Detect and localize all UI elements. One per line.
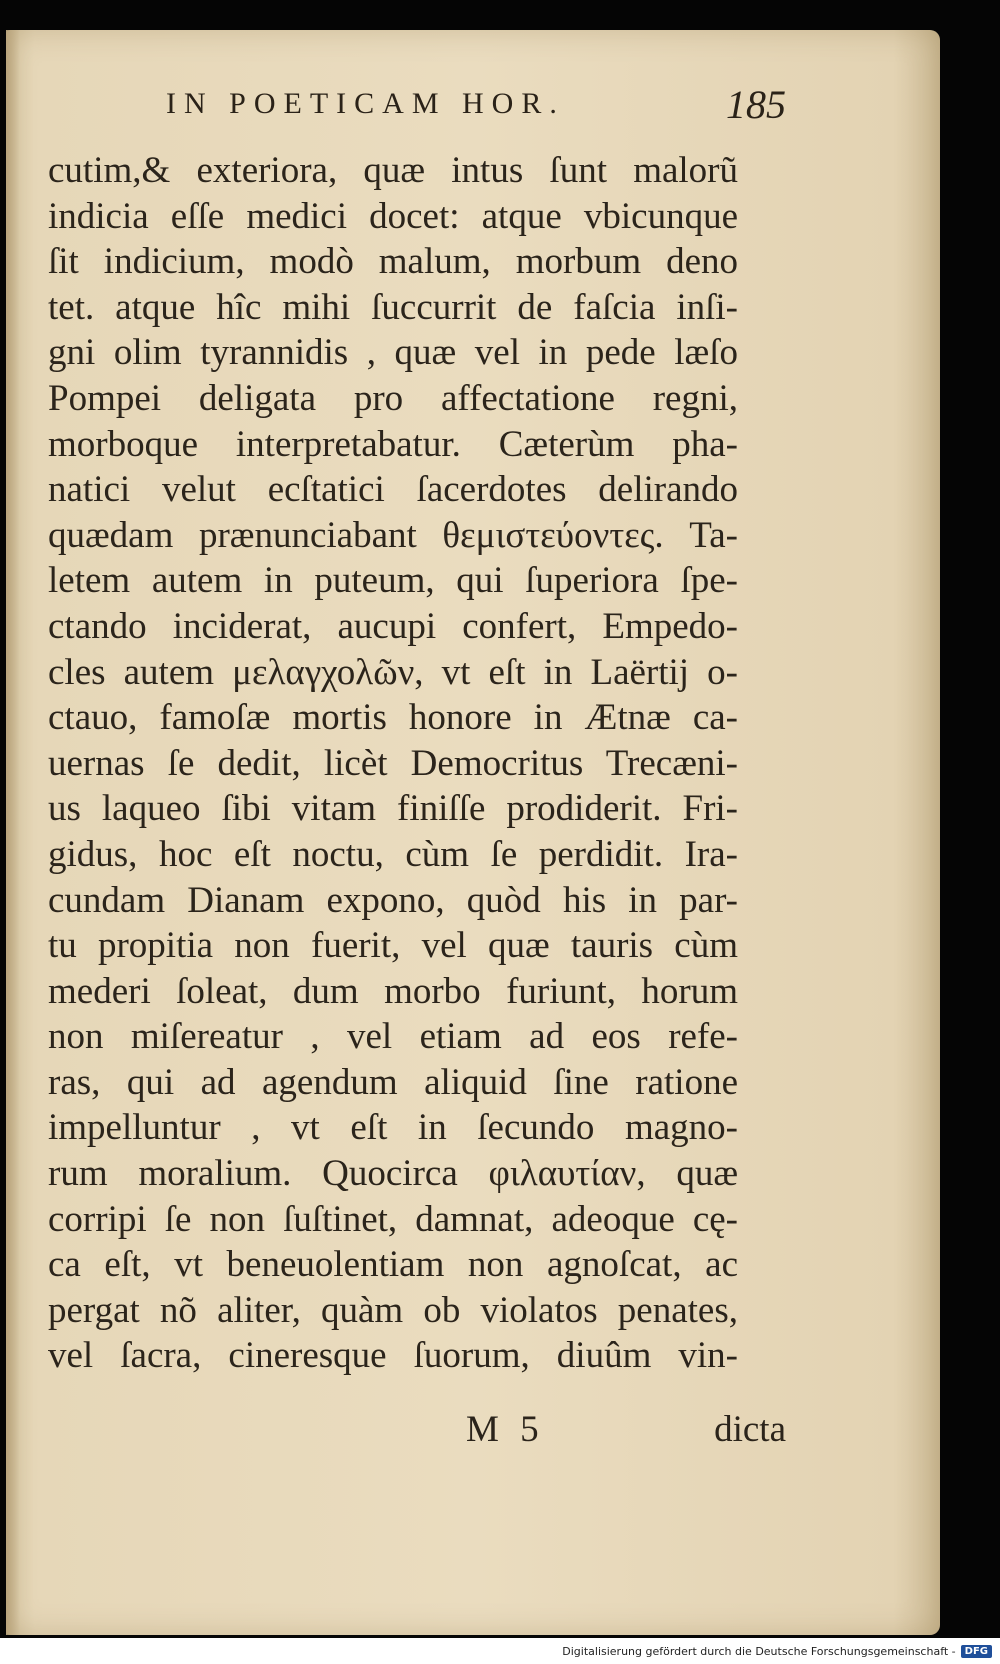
signature-mark: M 5 [466, 1409, 545, 1450]
page-gutter-shadow [6, 30, 20, 1635]
text-line: ctando inciderat, aucupi confert, Empedo- [48, 605, 738, 647]
text-line: gidus, hoc eſt noctu, cùm ſe perdidit. Ira- [48, 833, 738, 875]
text-line: uernas ſe dedit, licèt Democritus Trecæni- [48, 742, 738, 784]
text-line: ca eſt, vt beneuolentiam non agnoſcat, ac [48, 1244, 738, 1286]
digitization-credit [0, 1638, 1000, 1664]
text-line: indicia eſſe medici docet: atque vbicunque [48, 195, 738, 237]
text-line: ctauo, famoſæ mortis honore in Ætnæ ca- [48, 697, 738, 739]
text-line: rum moralium. Quocirca φιλαυτίαν, quæ [48, 1153, 738, 1195]
text-line: natici velut ecſtatici ſacerdotes delirando [48, 469, 738, 511]
text-line: mederi ſoleat, dum morbo furiunt, horum [48, 970, 738, 1012]
text-line: cles autem μελαγχολῶν, vt eſt in Laërtij o- [48, 651, 738, 693]
text-line: tu propitia non fuerit, vel quæ tauris cùm [48, 925, 738, 967]
dfg-logo: DFG [961, 1645, 992, 1658]
catch-line [466, 1408, 786, 1451]
text-line: morboque interpretabatur. Cæterùm pha- [48, 423, 738, 465]
text-line: vel ſacra, cineresque ſuorum, diuûm vin- [48, 1335, 738, 1377]
page-number: 185 [726, 81, 786, 127]
body-text [48, 148, 738, 1379]
text-line: ras, qui ad agendum aliquid ſine ratione [48, 1061, 738, 1103]
text-line: letem autem in puteum, qui ſuperiora ſpe- [48, 560, 738, 602]
text-line: Pompei deligata pro affectatione regni, [48, 377, 738, 419]
text-line: pergat nõ aliter, quàm ob violatos penates, [48, 1289, 738, 1331]
running-title: IN POETICAM HOR. [166, 87, 565, 120]
text-line: non miſereatur , vel etiam ad eos refe- [48, 1016, 738, 1058]
book-page [6, 30, 940, 1635]
running-head [166, 78, 786, 130]
text-line: us laqueo ſibi vitam finiſſe prodiderit. Fri- [48, 788, 738, 830]
text-line: impelluntur , vt eſt in ſecundo magno- [48, 1107, 738, 1149]
text-line: quædam prænunciabant θεμιστεύοντες. Ta- [48, 514, 738, 556]
text-line: tet. atque hîc mihi ſuccurrit de faſcia inſi- [48, 286, 738, 328]
credit-text: Digitalisierung gefördert durch die Deutsche Forschungsgemeinschaft - [562, 1644, 956, 1658]
text-line: ſit indicium, modò malum, morbum deno [48, 241, 738, 283]
text-line: cutim,& exteriora, quæ intus ſunt malorũ [48, 150, 738, 191]
catchword: dicta [714, 1409, 786, 1450]
text-line: corripi ſe non ſuſtinet, damnat, adeoque cę- [48, 1198, 738, 1240]
text-line: gni olim tyrannidis , quæ vel in pede læſo [48, 332, 738, 374]
text-line: cundam Dianam expono, quòd his in par- [48, 879, 738, 921]
